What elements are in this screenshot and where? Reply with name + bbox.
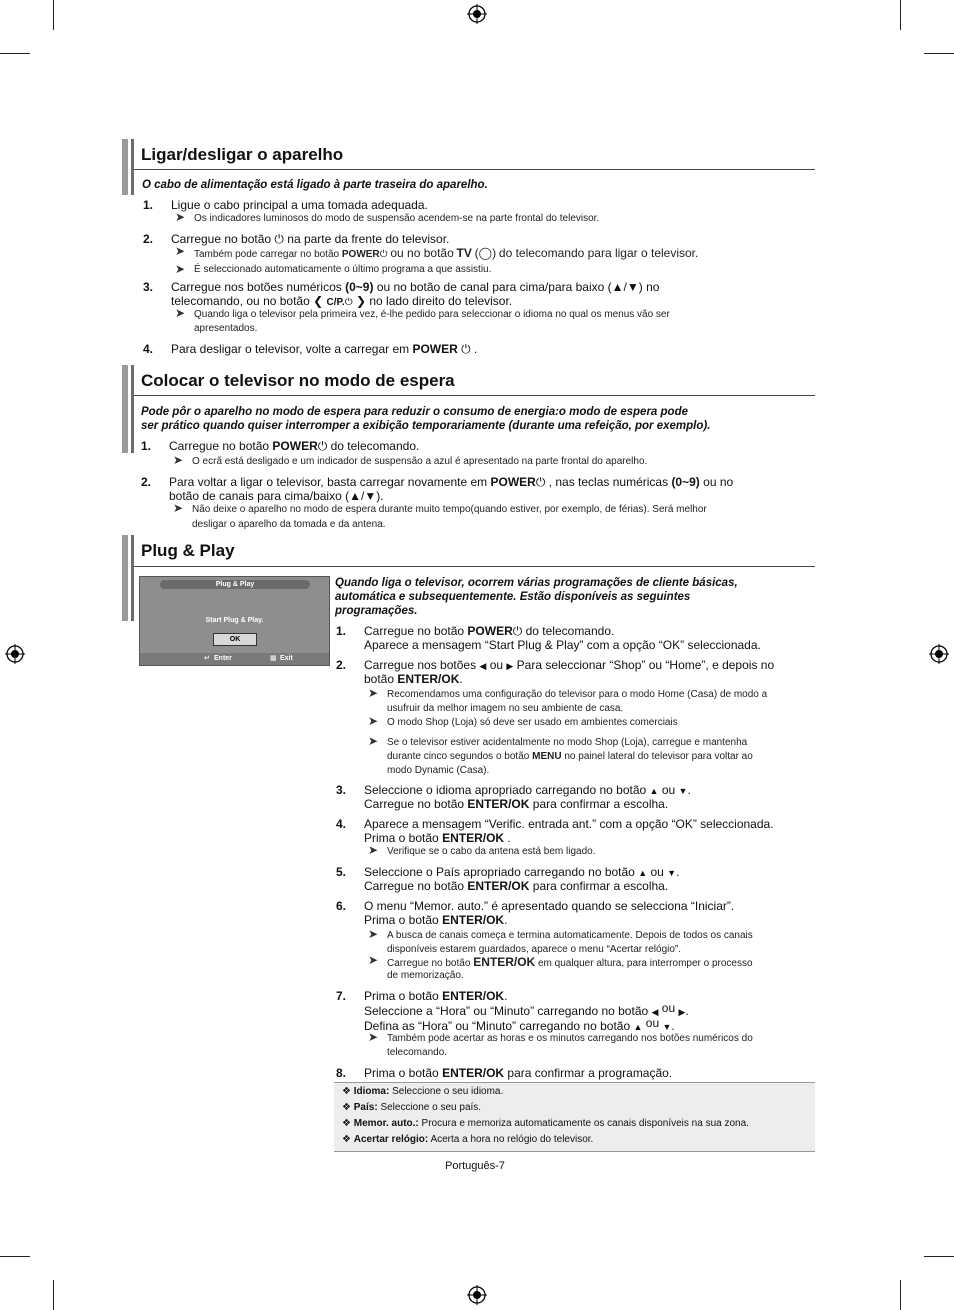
section-intro: automática e subsequentemente. Estão disponíveis as seguintes: [335, 591, 691, 603]
osd-title: Plug & Play: [160, 580, 310, 589]
step-text: Para voltar a ligar o televisor, basta carregar novamente em POWER⏻ , nas teclas numéricas (0~9) ou no: [169, 475, 734, 489]
note-arrow-icon: ➤: [173, 501, 184, 515]
registration-mark-icon: [5, 644, 25, 664]
section-bar: [131, 365, 134, 453]
note-text: Também pode acertar as horas e os minutos carregando nos botões numéricos do: [387, 1033, 753, 1044]
channel-down-icon: ▼: [626, 280, 639, 294]
step-number: 1.: [336, 624, 347, 638]
crop-mark: [900, 1280, 901, 1310]
registration-mark-icon: [467, 1285, 487, 1305]
step-text: Prima o botão ENTER/OK.: [364, 913, 508, 927]
step-number: 1.: [143, 198, 154, 212]
crop-mark: [0, 1256, 30, 1257]
section-bar: [122, 535, 128, 621]
bullet-icon: ❖: [342, 1102, 351, 1113]
tv-icon: ◯: [478, 246, 493, 260]
note-text: Recomendamos uma configuração do televisor para o modo Home (Casa) de modo a: [387, 689, 768, 700]
summary-row-language: ❖ Idioma: Seleccione o seu idioma.: [342, 1086, 504, 1097]
bullet-icon: ❖: [342, 1134, 351, 1145]
bullet-icon: ❖: [342, 1118, 351, 1129]
enter-icon: ↵: [204, 655, 210, 662]
power-icon: ⏻: [461, 342, 471, 356]
step-text: Prima o botão ENTER/OK para confirmar a programação.: [364, 1066, 673, 1080]
osd-footer: ↵ Enter ▦ Exit: [140, 653, 329, 665]
power-icon: ⏻: [317, 439, 328, 453]
step-number: 4.: [143, 342, 154, 356]
section-rule: [134, 566, 815, 567]
section-intro: O cabo de alimentação está ligado à parte traseira do aparelho.: [142, 179, 488, 191]
note-arrow-icon: ➤: [368, 734, 379, 748]
arrow-left-icon: ◀: [651, 1007, 659, 1017]
section-title-standby: Colocar o televisor no modo de espera: [141, 371, 455, 390]
step-text: Carregue no botão POWER⏻ do telecomando.: [364, 624, 615, 638]
arrow-left-icon: ◀: [479, 661, 487, 671]
note-text: telecomando.: [387, 1047, 448, 1058]
power-icon: ⏻: [274, 232, 284, 246]
step-number: 3.: [143, 280, 154, 294]
step-text: Para desligar o televisor, volte a carregar em POWER ⏻ .: [171, 342, 478, 356]
step-number: 6.: [336, 899, 347, 913]
note-arrow-icon: ➤: [368, 953, 379, 967]
step-text: Aparece a mensagem “Verific. entrada ant.” com a opção “OK” seleccionada.: [364, 817, 774, 831]
arrow-down-icon: ▼: [662, 1022, 672, 1032]
channel-up-icon: ▲: [611, 280, 624, 294]
crop-mark: [924, 1256, 954, 1257]
crop-mark: [0, 53, 30, 54]
section-title-plug-play: Plug & Play: [141, 541, 235, 560]
channel-up-icon: ▲: [349, 489, 361, 503]
section-rule: [134, 395, 815, 396]
arrow-up-icon: ▲: [649, 786, 659, 796]
step-number: 1.: [141, 439, 152, 453]
note-text: desligar o aparelho da tomada e da antena.: [192, 519, 386, 530]
note-arrow-icon: ➤: [368, 686, 379, 700]
channel-down-icon: ▼: [364, 489, 377, 503]
arrow-right-icon: ▶: [678, 1007, 686, 1017]
bullet-icon: ❖: [342, 1086, 351, 1097]
note-text: Quando liga o televisor pela primeira vez, é-lhe pedido para seleccionar o idioma no qual os menus vão ser: [194, 309, 670, 320]
section-bar: [131, 535, 134, 621]
note-text: disponíveis estarem guardados, aparece o menu “Acertar relógio”.: [387, 944, 682, 955]
power-icon: ⏻: [344, 297, 353, 308]
note-text: Se o televisor estiver acidentalmente no modo Shop (Loja), carregue e mantenha: [387, 737, 748, 748]
note-arrow-icon: ➤: [173, 453, 184, 467]
step-text: botão de canais para cima/baixo (▲/▼).: [169, 489, 384, 503]
section-bar: [122, 139, 128, 195]
power-icon: ⏻: [512, 624, 523, 638]
arrow-up-icon: ▲: [638, 868, 648, 878]
note-text: durante cinco segundos o botão MENU no painel lateral do televisor para voltar ao: [387, 751, 753, 762]
arrow-down-icon: ▼: [667, 868, 677, 878]
osd-screen: [139, 576, 330, 666]
exit-icon: ▦: [270, 655, 277, 662]
section-bar: [131, 139, 134, 195]
note-text: A busca de canais começa e termina automaticamente. Depois de todos os canais: [387, 930, 753, 941]
note-text: Também pode carregar no botão POWER⏻ ou no botão TV (◯) do telecomando para ligar o televisor.: [194, 246, 699, 260]
step-text: Ligue o cabo principal a uma tomada adequada.: [171, 198, 428, 212]
step-number: 2.: [141, 475, 152, 489]
crop-mark: [53, 1280, 54, 1310]
section-intro: ser prático quando quiser interromper a exibição temporariamente (durante uma refeição, por exemplo).: [141, 420, 711, 432]
note-text: de memorização.: [387, 970, 464, 981]
step-text: botão ENTER/OK.: [364, 672, 463, 686]
step-text: Seleccione o idioma apropriado carregando no botão ▲ ou ▼.: [364, 783, 691, 797]
section-bar: [122, 365, 128, 453]
step-number: 2.: [143, 232, 154, 246]
note-arrow-icon: ➤: [368, 843, 379, 857]
crop-mark: [53, 0, 54, 30]
section-intro: Pode pôr o aparelho no modo de espera para reduzir o consumo de energia:o modo de espera pode: [141, 406, 688, 418]
step-text: Carregue no botão ⏻ na parte da frente do televisor.: [171, 232, 450, 246]
chevron-right-icon: ❯: [355, 294, 367, 308]
registration-mark-icon: [467, 4, 487, 24]
step-number: 3.: [336, 783, 347, 797]
note-arrow-icon: ➤: [368, 1030, 379, 1044]
note-text: O modo Shop (Loja) só deve ser usado em ambientes comerciais: [387, 717, 678, 728]
note-text: Não deixe o aparelho no modo de espera durante muito tempo(quando estiver, por exemplo, de férias). Será melhor: [192, 504, 707, 515]
note-text: É seleccionado automaticamente o último programa a que assistiu.: [194, 264, 492, 275]
step-text: Defina as “Hora” ou “Minuto” carregando no botão ▲ ou ▼.: [364, 1016, 675, 1033]
step-text: Prima o botão ENTER/OK.: [364, 989, 508, 1003]
note-text: apresentados.: [194, 323, 258, 334]
step-number: 2.: [336, 658, 347, 672]
step-text: Seleccione o País apropriado carregando no botão ▲ ou ▼.: [364, 865, 680, 879]
section-title-power: Ligar/desligar o aparelho: [141, 145, 344, 164]
crop-mark: [924, 53, 954, 54]
note-text: Verifique se o cabo da antena está bem ligado.: [387, 846, 596, 857]
note-arrow-icon: ➤: [368, 927, 379, 941]
note-text: Carregue no botão ENTER/OK em qualquer altura, para interromper o processo: [387, 955, 753, 969]
step-text: telecomando, ou no botão ❮ C/P.⏻ ❯ no lado direito do televisor.: [171, 294, 513, 308]
summary-box: [334, 1083, 815, 1151]
osd-message: Start Plug & Play.: [205, 617, 264, 624]
section-rule: [134, 169, 815, 170]
arrow-down-icon: ▼: [678, 786, 688, 796]
page-number: Português-7: [445, 1160, 505, 1172]
step-number: 4.: [336, 817, 347, 831]
note-arrow-icon: ➤: [175, 244, 186, 258]
chevron-left-icon: ❮: [313, 294, 324, 308]
step-text: Carregue no botão POWER⏻ do telecomando.: [169, 439, 420, 453]
note-text: usufruir da melhor imagem no seu ambiente de casa.: [387, 703, 624, 714]
step-text: Aparece a mensagem “Start Plug & Play” com a opção “OK” seleccionada.: [364, 638, 761, 652]
power-icon: ⏻: [379, 249, 388, 260]
arrow-up-icon: ▲: [633, 1022, 643, 1032]
section-intro: programações.: [335, 605, 418, 617]
power-icon: ⏻: [535, 475, 546, 489]
step-text: Carregue nos botões numéricos (0~9) ou no botão de canal para cima/para baixo (▲/▼) no: [171, 280, 660, 294]
summary-rule-bottom: [334, 1151, 815, 1152]
summary-row-clock: ❖ Acertar relógio: Acerta a hora no relógio do televisor.: [342, 1134, 594, 1145]
arrow-right-icon: ▶: [506, 661, 514, 671]
note-text: modo Dynamic (Casa).: [387, 765, 490, 776]
note-arrow-icon: ➤: [368, 714, 379, 728]
step-number: 8.: [336, 1066, 347, 1080]
crop-mark: [900, 0, 901, 30]
step-text: Carregue nos botões ◀ ou ▶ Para seleccionar “Shop” ou “Home”, e depois no: [364, 658, 775, 672]
note-arrow-icon: ➤: [175, 210, 186, 224]
section-intro: Quando liga o televisor, ocorrem várias programações de cliente básicas,: [335, 577, 738, 589]
note-arrow-icon: ➤: [175, 306, 186, 320]
note-arrow-icon: ➤: [175, 262, 186, 276]
step-text: Prima o botão ENTER/OK .: [364, 831, 511, 845]
step-number: 5.: [336, 865, 347, 879]
registration-mark-icon: [929, 644, 949, 664]
note-text: O ecrã está desligado e um indicador de suspensão a azul é apresentado na parte frontal do aparelho.: [192, 456, 648, 467]
summary-row-auto-store: ❖ Memor. auto.: Procura e memoriza automaticamente os canais disponíveis na sua zona.: [342, 1118, 749, 1129]
step-text: O menu “Memor. auto.” é apresentado quando se selecciona “Iniciar”.: [364, 899, 735, 913]
osd-ok-button[interactable]: OK: [213, 633, 257, 646]
step-text: Carregue no botão ENTER/OK para confirmar a escolha.: [364, 797, 669, 811]
note-text: Os indicadores luminosos do modo de suspensão acendem-se na parte frontal do televisor.: [194, 213, 600, 224]
step-number: 7.: [336, 989, 347, 1003]
summary-row-country: ❖ País: Seleccione o seu país.: [342, 1102, 482, 1113]
step-text: Seleccione a “Hora” ou “Minuto” carregando no botão ◀ ou ▶.: [364, 1001, 689, 1018]
step-text: Carregue no botão ENTER/OK para confirmar a escolha.: [364, 879, 669, 893]
